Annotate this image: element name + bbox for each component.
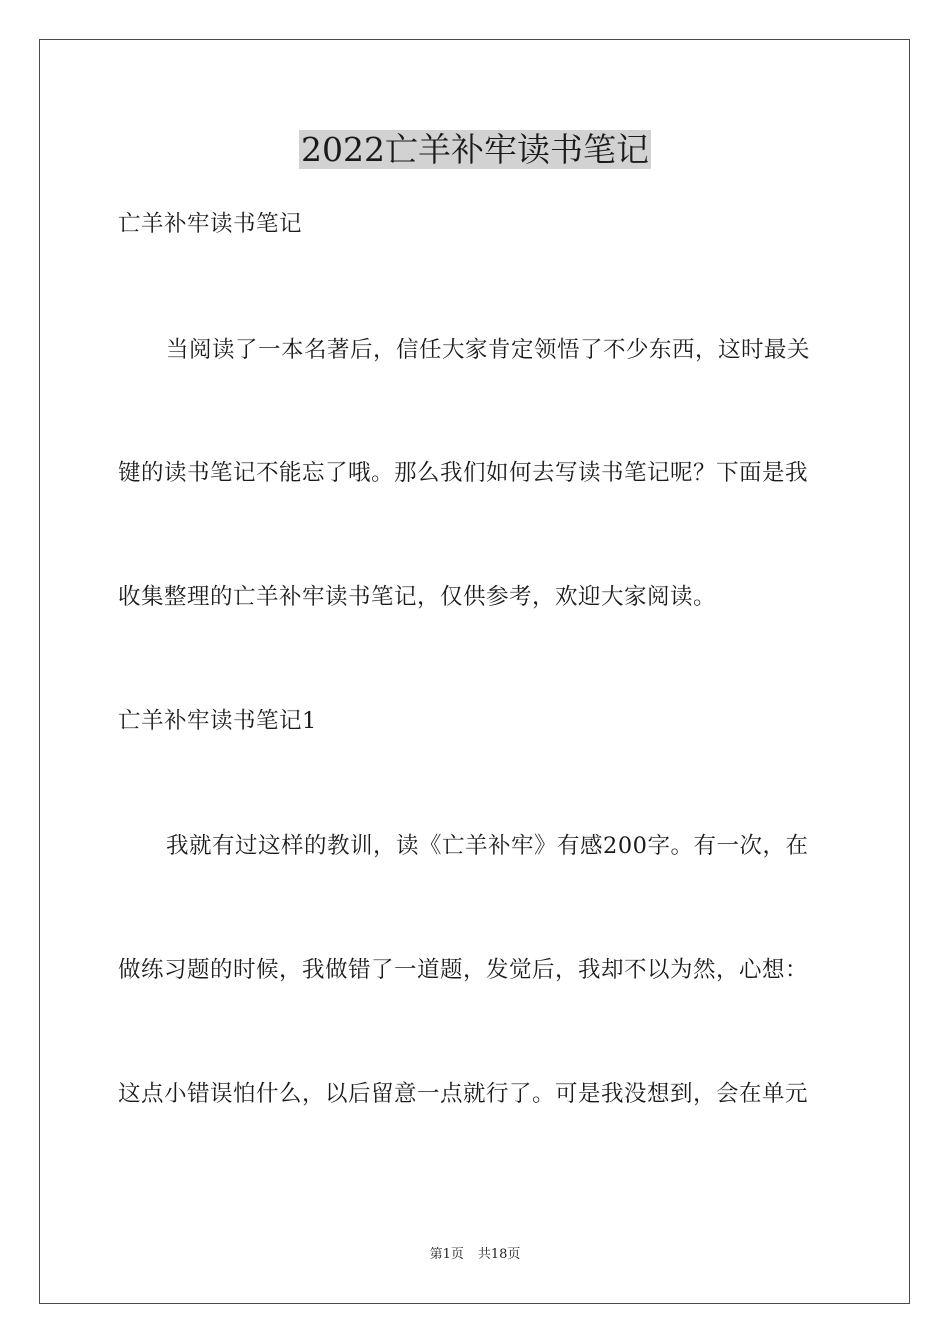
section-paragraph-line-3: 这点小错误怕什么，以后留意一点就行了。可是我没想到，会在单元 <box>118 1081 809 1107</box>
intro-paragraph-line-2: 键的读书笔记不能忘了哦。那么我们如何去写读书笔记呢？下面是我 <box>118 460 809 486</box>
section-paragraph-line-2: 做练习题的时候，我做错了一道题，发觉后，我却不以为然，心想： <box>118 957 809 983</box>
document-subtitle: 亡羊补牢读书笔记 <box>118 211 303 237</box>
section-paragraph-line-1: 我就有过这样的教训，读《亡羊补牢》有感200字。有一次，在 <box>166 833 809 859</box>
intro-paragraph-line-1: 当阅读了一本名著后，信任大家肯定领悟了不少东西，这时最关 <box>166 337 811 363</box>
page-total: 共18页 <box>477 1247 521 1262</box>
section-heading: 亡羊补牢读书笔记1 <box>118 708 317 734</box>
document-title <box>0 128 950 172</box>
page-number: 第1页 <box>429 1247 464 1262</box>
page-footer <box>0 1246 950 1264</box>
document-title-text: 2022亡羊补牢读书笔记 <box>301 130 649 169</box>
intro-paragraph-line-3: 收集整理的亡羊补牢读书笔记，仅供参考，欢迎大家阅读。 <box>118 584 717 610</box>
